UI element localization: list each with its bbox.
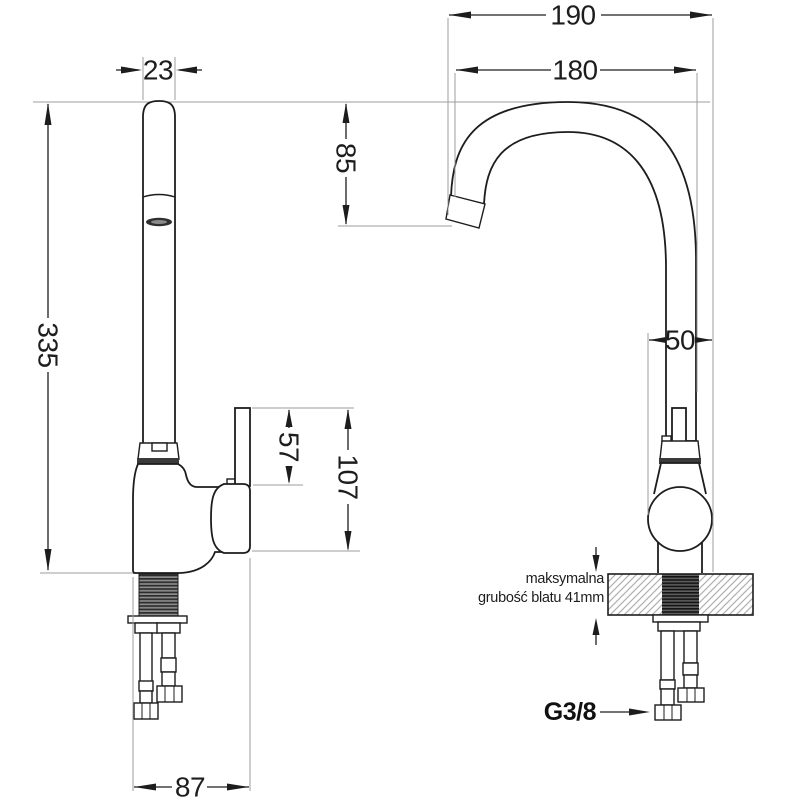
arrow-down xyxy=(345,531,352,551)
arrow-right xyxy=(629,709,650,716)
collar-notch xyxy=(152,443,167,451)
countertop-slab xyxy=(608,574,753,615)
mounting-nut-front xyxy=(658,622,700,631)
supply-hose-short-front xyxy=(678,631,704,702)
mounting-flange-front xyxy=(653,615,708,622)
arrow-left xyxy=(449,12,471,19)
body-sphere xyxy=(648,487,712,551)
dim-label-87: 87 xyxy=(174,771,206,800)
counter-note-line2: grubość blatu 41mm xyxy=(478,590,604,606)
dimension-body-height xyxy=(333,409,364,551)
aerator-outlet-center xyxy=(151,220,167,224)
dim-label-180: 180 xyxy=(552,54,598,86)
dim-label-335: 335 xyxy=(32,322,64,368)
hose-nut-front xyxy=(678,688,704,702)
hose-nut xyxy=(157,686,182,702)
left-view-side-profile xyxy=(128,101,250,719)
arrow-left xyxy=(649,337,666,343)
dimension-reach-inner xyxy=(456,55,696,86)
dim-label-57: 57 xyxy=(273,431,305,463)
dimension-base-depth xyxy=(134,772,249,800)
arrow-down xyxy=(593,555,600,572)
arrow-left xyxy=(134,784,156,791)
gooseneck-spout xyxy=(451,102,696,441)
arrow-inward-left xyxy=(176,67,197,74)
arrow-up xyxy=(343,103,350,123)
supply-hose-long xyxy=(134,633,158,719)
dim-label-23: 23 xyxy=(142,54,174,86)
arrow-left xyxy=(456,67,478,74)
dim-label-107: 107 xyxy=(332,454,364,500)
hose-adapter-left xyxy=(135,623,158,633)
mounting-flange xyxy=(128,616,187,623)
shank-through-counter xyxy=(662,574,699,615)
arrow-down xyxy=(286,466,293,484)
counter-note-line1: maksymalna xyxy=(525,571,604,587)
dimension-handle-height xyxy=(274,409,305,484)
right-view-front-profile xyxy=(446,102,753,720)
thread-label-g38: G3/8 xyxy=(543,698,596,726)
dimension-reach-outer xyxy=(449,0,712,31)
spout-tube xyxy=(143,101,175,446)
arrow-up xyxy=(593,618,600,635)
annotation-counter-thickness xyxy=(478,547,605,645)
arrow-right xyxy=(227,784,249,791)
handle-lever xyxy=(235,408,250,486)
dim-label-190: 190 xyxy=(550,0,596,31)
spout-collar-front xyxy=(660,441,700,459)
hose-nut-front xyxy=(655,705,681,720)
arrow-up xyxy=(45,103,52,125)
supply-hose-long-front xyxy=(655,631,681,720)
dim-label-50: 50 xyxy=(664,324,696,356)
annotation-connection-thread xyxy=(544,698,650,726)
dimension-spout-drop xyxy=(331,103,362,225)
arrow-right xyxy=(695,337,712,343)
arrow-down xyxy=(343,205,350,225)
dimension-total-height xyxy=(33,103,64,571)
arrow-right xyxy=(690,12,712,19)
arrow-inward-right xyxy=(121,67,142,74)
arrow-up xyxy=(345,409,352,429)
hose-nut xyxy=(134,703,158,719)
arrow-down xyxy=(45,549,52,571)
supply-hose-short xyxy=(157,633,182,702)
arrow-up xyxy=(286,409,293,427)
arrow-right xyxy=(674,67,696,74)
hose-adapter-right xyxy=(157,623,180,633)
dimension-spout-tube-width xyxy=(116,55,202,86)
cartridge-housing xyxy=(211,484,250,553)
dim-label-85: 85 xyxy=(330,142,362,174)
dimension-body-diameter xyxy=(649,325,712,356)
threaded-shank xyxy=(139,574,178,617)
